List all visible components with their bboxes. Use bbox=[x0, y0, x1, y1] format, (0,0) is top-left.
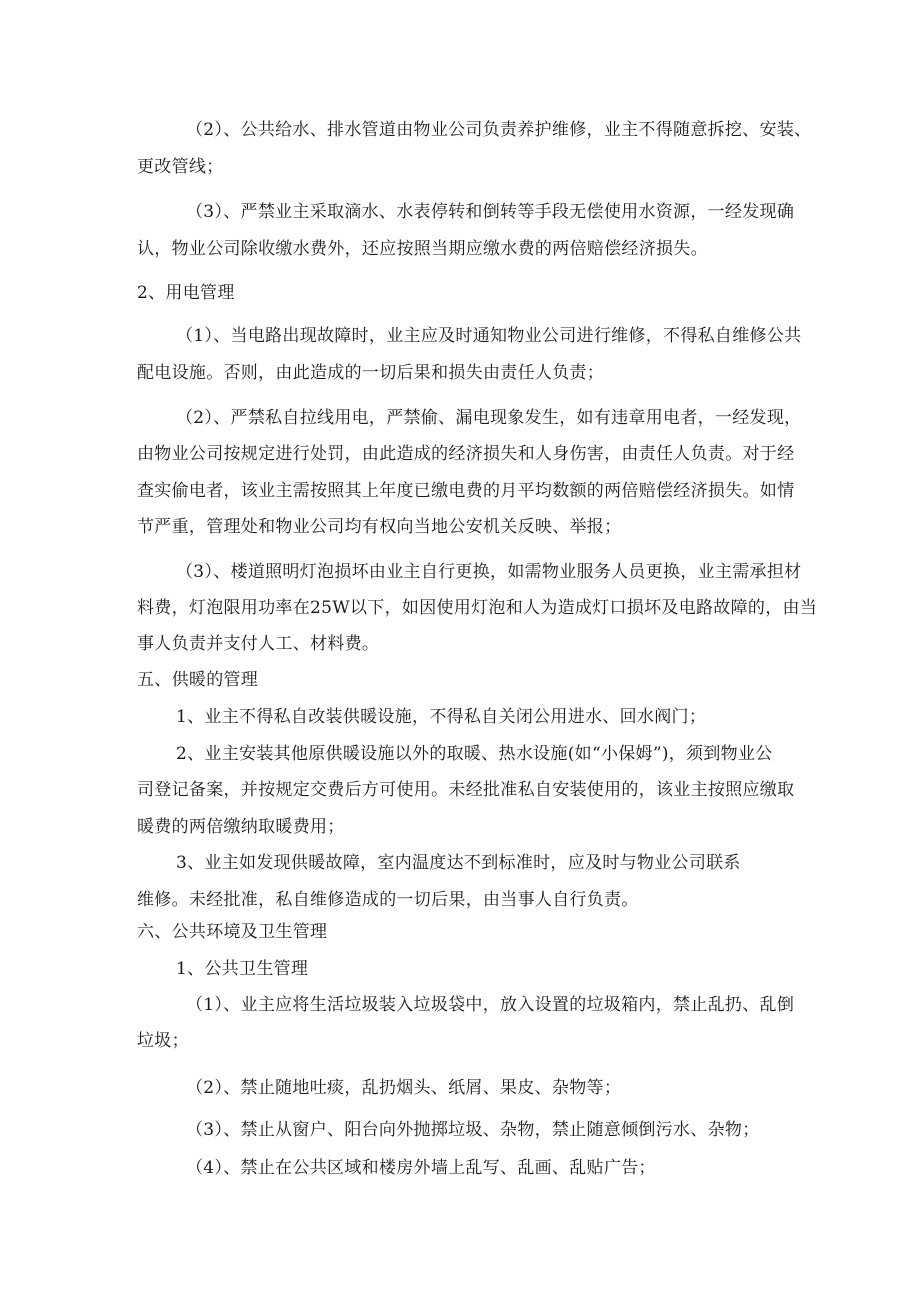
paragraph-line: 1、业主不得私自改装供暖设施，不得私自关闭公用进水、回水阀门； bbox=[176, 707, 707, 727]
paragraph-line: 事人负责并支付人工、材料费。 bbox=[137, 634, 380, 654]
paragraph-line: 2、业主安装其他原供暖设施以外的取暖、热水设施(如“小保姆”)，须到物业公 bbox=[176, 744, 773, 764]
paragraph-line: 节严重，管理处和物业公司均有权向当地公安机关反映、举报； bbox=[137, 517, 622, 537]
paragraph-line: 由物业公司按规定进行处罚，由此造成的经济损失和人身伤害，由责任人负责。对于经 bbox=[137, 444, 795, 464]
paragraph-line: （1）、业主应将生活垃圾装入垃圾袋中，放入设置的垃圾箱内，禁止乱扔、乱倒 bbox=[186, 995, 795, 1015]
paragraph-line: （3）、严禁业主采取滴水、水表停转和倒转等手段无偿使用水资源，一经发现确 bbox=[186, 202, 795, 222]
subsection-heading: 1、公共卫生管理 bbox=[176, 959, 309, 979]
paragraph-line: （2）、禁止随地吐痰，乱扔烟头、纸屑、果皮、杂物等； bbox=[186, 1078, 622, 1098]
paragraph-line: （3）、禁止从窗户、阳台向外抛掷垃圾、杂物，禁止随意倾倒污水、杂物； bbox=[186, 1120, 760, 1140]
paragraph-line: （2）、公共给水、排水管道由物业公司负责养护维修，业主不得随意拆挖、安装、 bbox=[186, 120, 812, 140]
paragraph-line: 配电设施。否则，由此造成的一切后果和损失由责任人负责； bbox=[137, 363, 605, 383]
paragraph-line: 3、业主如发现供暖故障，室内温度达不到标准时，应及时与物业公司联系 bbox=[176, 853, 741, 873]
section-heading: 2、用电管理 bbox=[137, 283, 235, 303]
paragraph-line: 维修。未经批准，私自维修造成的一切后果，由当事人自行负责。 bbox=[137, 890, 639, 910]
paragraph-line: 料费，灯泡限用功率在25W以下，如因使用灯泡和人为造成灯口损坏及电路故障的，由当 bbox=[137, 598, 818, 618]
paragraph-line: （3）、楼道照明灯泡损坏由业主自行更换，如需物业服务人员更换，业主需承担材 bbox=[176, 562, 802, 582]
paragraph-line: 暖费的两倍缴纳取暖费用； bbox=[137, 817, 345, 837]
paragraph-line: 更改管线； bbox=[137, 157, 224, 177]
section-heading: 五、供暖的管理 bbox=[137, 670, 259, 690]
paragraph-line: 垃圾； bbox=[137, 1031, 189, 1051]
paragraph-line: 查实偷电者，该业主需按照其上年度已缴电费的月平均数额的两倍赔偿经济损失。如情 bbox=[137, 481, 795, 501]
paragraph-line: （4）、禁止在公共区域和楼房外墙上乱写、乱画、乱贴广告； bbox=[186, 1158, 656, 1178]
paragraph-line: （2）、严禁私自拉线用电，严禁偷、漏电现象发生，如有违章用电者，一经发现， bbox=[176, 408, 802, 428]
paragraph-line: 认，物业公司除收缴水费外，还应按照当期应缴水费的两倍赔偿经济损失。 bbox=[137, 239, 708, 259]
paragraph-line: 司登记备案，并按规定交费后方可使用。未经批准私自安装使用的，该业主按照应缴取 bbox=[137, 780, 795, 800]
paragraph-line: （1）、当电路出现故障时，业主应及时通知物业公司进行维修，不得私自维修公共 bbox=[176, 326, 802, 346]
section-heading: 六、公共环境及卫生管理 bbox=[137, 922, 328, 942]
